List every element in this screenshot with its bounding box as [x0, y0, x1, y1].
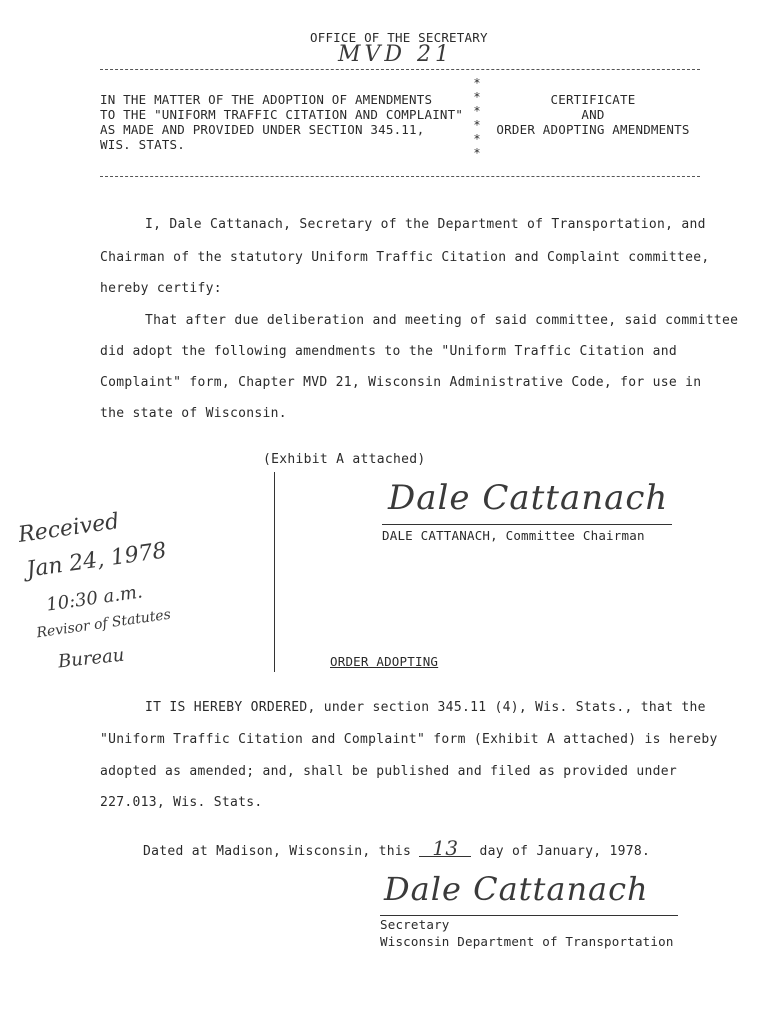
caption-star: *	[473, 76, 481, 90]
certificate-line: I, Dale Cattanach, Secretary of the Department of Transportation, and	[145, 217, 706, 232]
section-divider	[274, 472, 275, 672]
secretary-department: Wisconsin Department of Transportation	[380, 934, 674, 949]
secretary-title: Secretary	[380, 917, 450, 932]
caption-star: *	[473, 118, 481, 132]
order-line: "Uniform Traffic Citation and Complaint" form (Exhibit A attached) is hereby	[100, 732, 718, 747]
secretary-signature: Dale Cattanach	[384, 870, 649, 908]
chairman-caption: DALE CATTANACH, Committee Chairman	[382, 528, 645, 543]
exhibit-note: (Exhibit A attached)	[263, 452, 426, 467]
chairman-signature-line	[382, 524, 672, 525]
caption-star: *	[473, 132, 481, 146]
order-line: 227.013, Wis. Stats.	[100, 795, 263, 810]
dated-prefix: Dated at Madison, Wisconsin, this	[143, 844, 412, 859]
received-stamp-line: 10:30 a.m.	[45, 581, 144, 616]
dated-suffix: day of January, 1978.	[479, 844, 651, 859]
received-stamp-line: Bureau	[57, 644, 126, 673]
caption-star-column	[471, 76, 483, 160]
chairman-signature: Dale Cattanach	[388, 478, 669, 518]
caption-right-line: CERTIFICATE	[550, 92, 636, 107]
caption-left-line: IN THE MATTER OF THE ADOPTION OF AMENDMENTS	[100, 92, 433, 107]
caption-right-line: ORDER ADOPTING AMENDMENTS	[496, 122, 690, 137]
secretary-signature-line	[380, 915, 678, 916]
order-line: IT IS HEREBY ORDERED, under section 345.11 (4), Wis. Stats., that the	[145, 700, 706, 715]
caption-left-line: WIS. STATS.	[100, 137, 185, 152]
dated-day: 13	[419, 840, 471, 857]
received-stamp-line: Revisor of Statutes	[35, 606, 172, 642]
caption-star: *	[473, 146, 481, 160]
certificate-line: hereby certify:	[100, 281, 222, 296]
order-line: adopted as amended; and, shall be published and filed as provided under	[100, 764, 677, 779]
certificate-line: did adopt the following amendments to the "Uniform Traffic Citation and	[100, 344, 677, 359]
caption-right	[488, 92, 698, 137]
certificate-line: Complaint" form, Chapter MVD 21, Wisconsin Administrative Code, for use in	[100, 375, 702, 390]
received-stamp-line: Received	[16, 509, 121, 548]
caption-right-line: AND	[581, 107, 605, 122]
caption-bottom-rule	[100, 176, 700, 177]
order-title: ORDER ADOPTING	[330, 654, 439, 669]
certificate-line: Chairman of the statutory Uniform Traffic Citation and Complaint committee,	[100, 250, 710, 265]
caption-left-line: TO THE "UNIFORM TRAFFIC CITATION AND COMPLAINT"	[100, 107, 464, 122]
caption-star: *	[473, 104, 481, 118]
caption-top-rule	[100, 69, 700, 70]
dated-line	[143, 836, 651, 860]
certificate-line: That after due deliberation and meeting of said committee, said committee	[145, 313, 739, 328]
office-title: OFFICE OF THE SECRETARY	[310, 30, 488, 45]
caption-star: *	[473, 90, 481, 104]
caption-left	[100, 92, 470, 152]
received-stamp-line: Jan 24, 1978	[24, 538, 169, 583]
certificate-line: the state of Wisconsin.	[100, 406, 287, 421]
handwritten-code: MVD 21	[338, 42, 454, 67]
caption-left-line: AS MADE AND PROVIDED UNDER SECTION 345.11,	[100, 122, 425, 137]
